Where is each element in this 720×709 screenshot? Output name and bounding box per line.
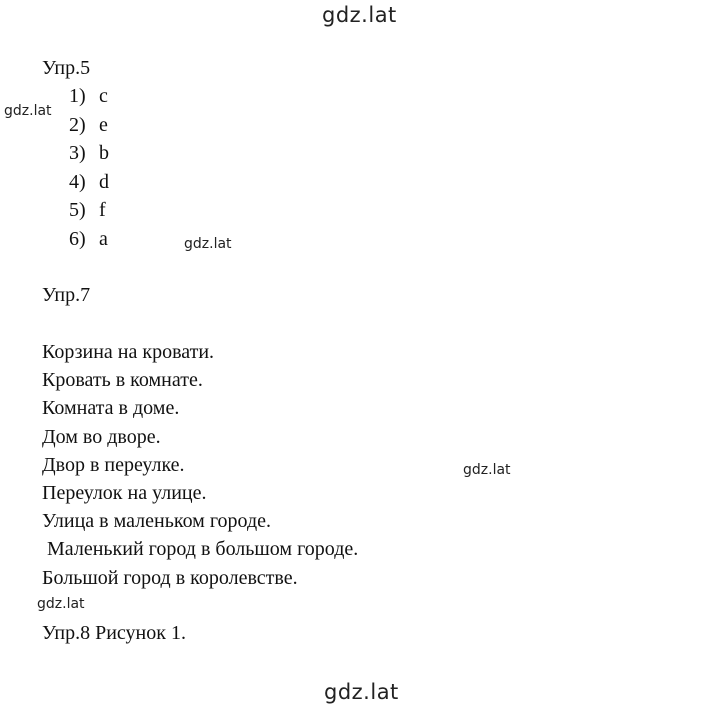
sentence-line: Двор в переулке.: [42, 453, 185, 476]
answer-item: [69, 82, 109, 111]
answer-item: [69, 225, 109, 254]
answer-item: [69, 168, 109, 197]
exercise-5-heading: Упр.5: [42, 57, 91, 79]
answer-letter: c: [99, 85, 108, 107]
answer-item: [69, 196, 109, 225]
answer-letter: f: [99, 199, 106, 221]
watermark-bottom: gdz.lat: [324, 680, 399, 704]
sentence-line: Корзина на кровати.: [42, 341, 215, 363]
watermark-top: gdz.lat: [322, 3, 397, 27]
answer-number: 1): [69, 85, 86, 107]
sentence-line: Кровать в комнате.: [42, 369, 203, 392]
answer-number: 5): [69, 199, 86, 221]
sentence-line: Переулок на улице.: [42, 482, 207, 505]
sentence-line: Маленький город в большом городе.: [42, 538, 359, 561]
sentence-line: Большой город в королевстве.: [42, 566, 298, 589]
sentence-line: Комната в доме.: [42, 397, 180, 420]
watermark-lower-left: gdz.lat: [37, 596, 85, 612]
answer-number: 6): [69, 227, 86, 250]
exercise-7-sentence-list: [42, 338, 358, 592]
exercise-7-heading: Упр.7: [42, 284, 91, 306]
answer-item: [69, 139, 109, 168]
answer-number: 2): [69, 113, 86, 136]
answer-item: [69, 111, 109, 140]
answer-letter: d: [99, 170, 109, 193]
answer-number: 3): [69, 142, 86, 164]
sentence-line: Улица в маленьком городе.: [42, 510, 272, 533]
answer-letter: e: [99, 113, 108, 136]
exercise-8-heading: Упр.8 Рисунок 1.: [42, 622, 186, 644]
answer-letter: a: [99, 227, 108, 250]
answer-letter: b: [99, 142, 109, 164]
answer-number: 4): [69, 170, 86, 193]
exercise-5-answer-list: [69, 82, 109, 253]
sentence-line: Дом во дворе.: [42, 425, 161, 448]
watermark-mid: gdz.lat: [184, 236, 232, 252]
watermark-left: gdz.lat: [4, 103, 52, 119]
watermark-right: gdz.lat: [463, 462, 511, 478]
